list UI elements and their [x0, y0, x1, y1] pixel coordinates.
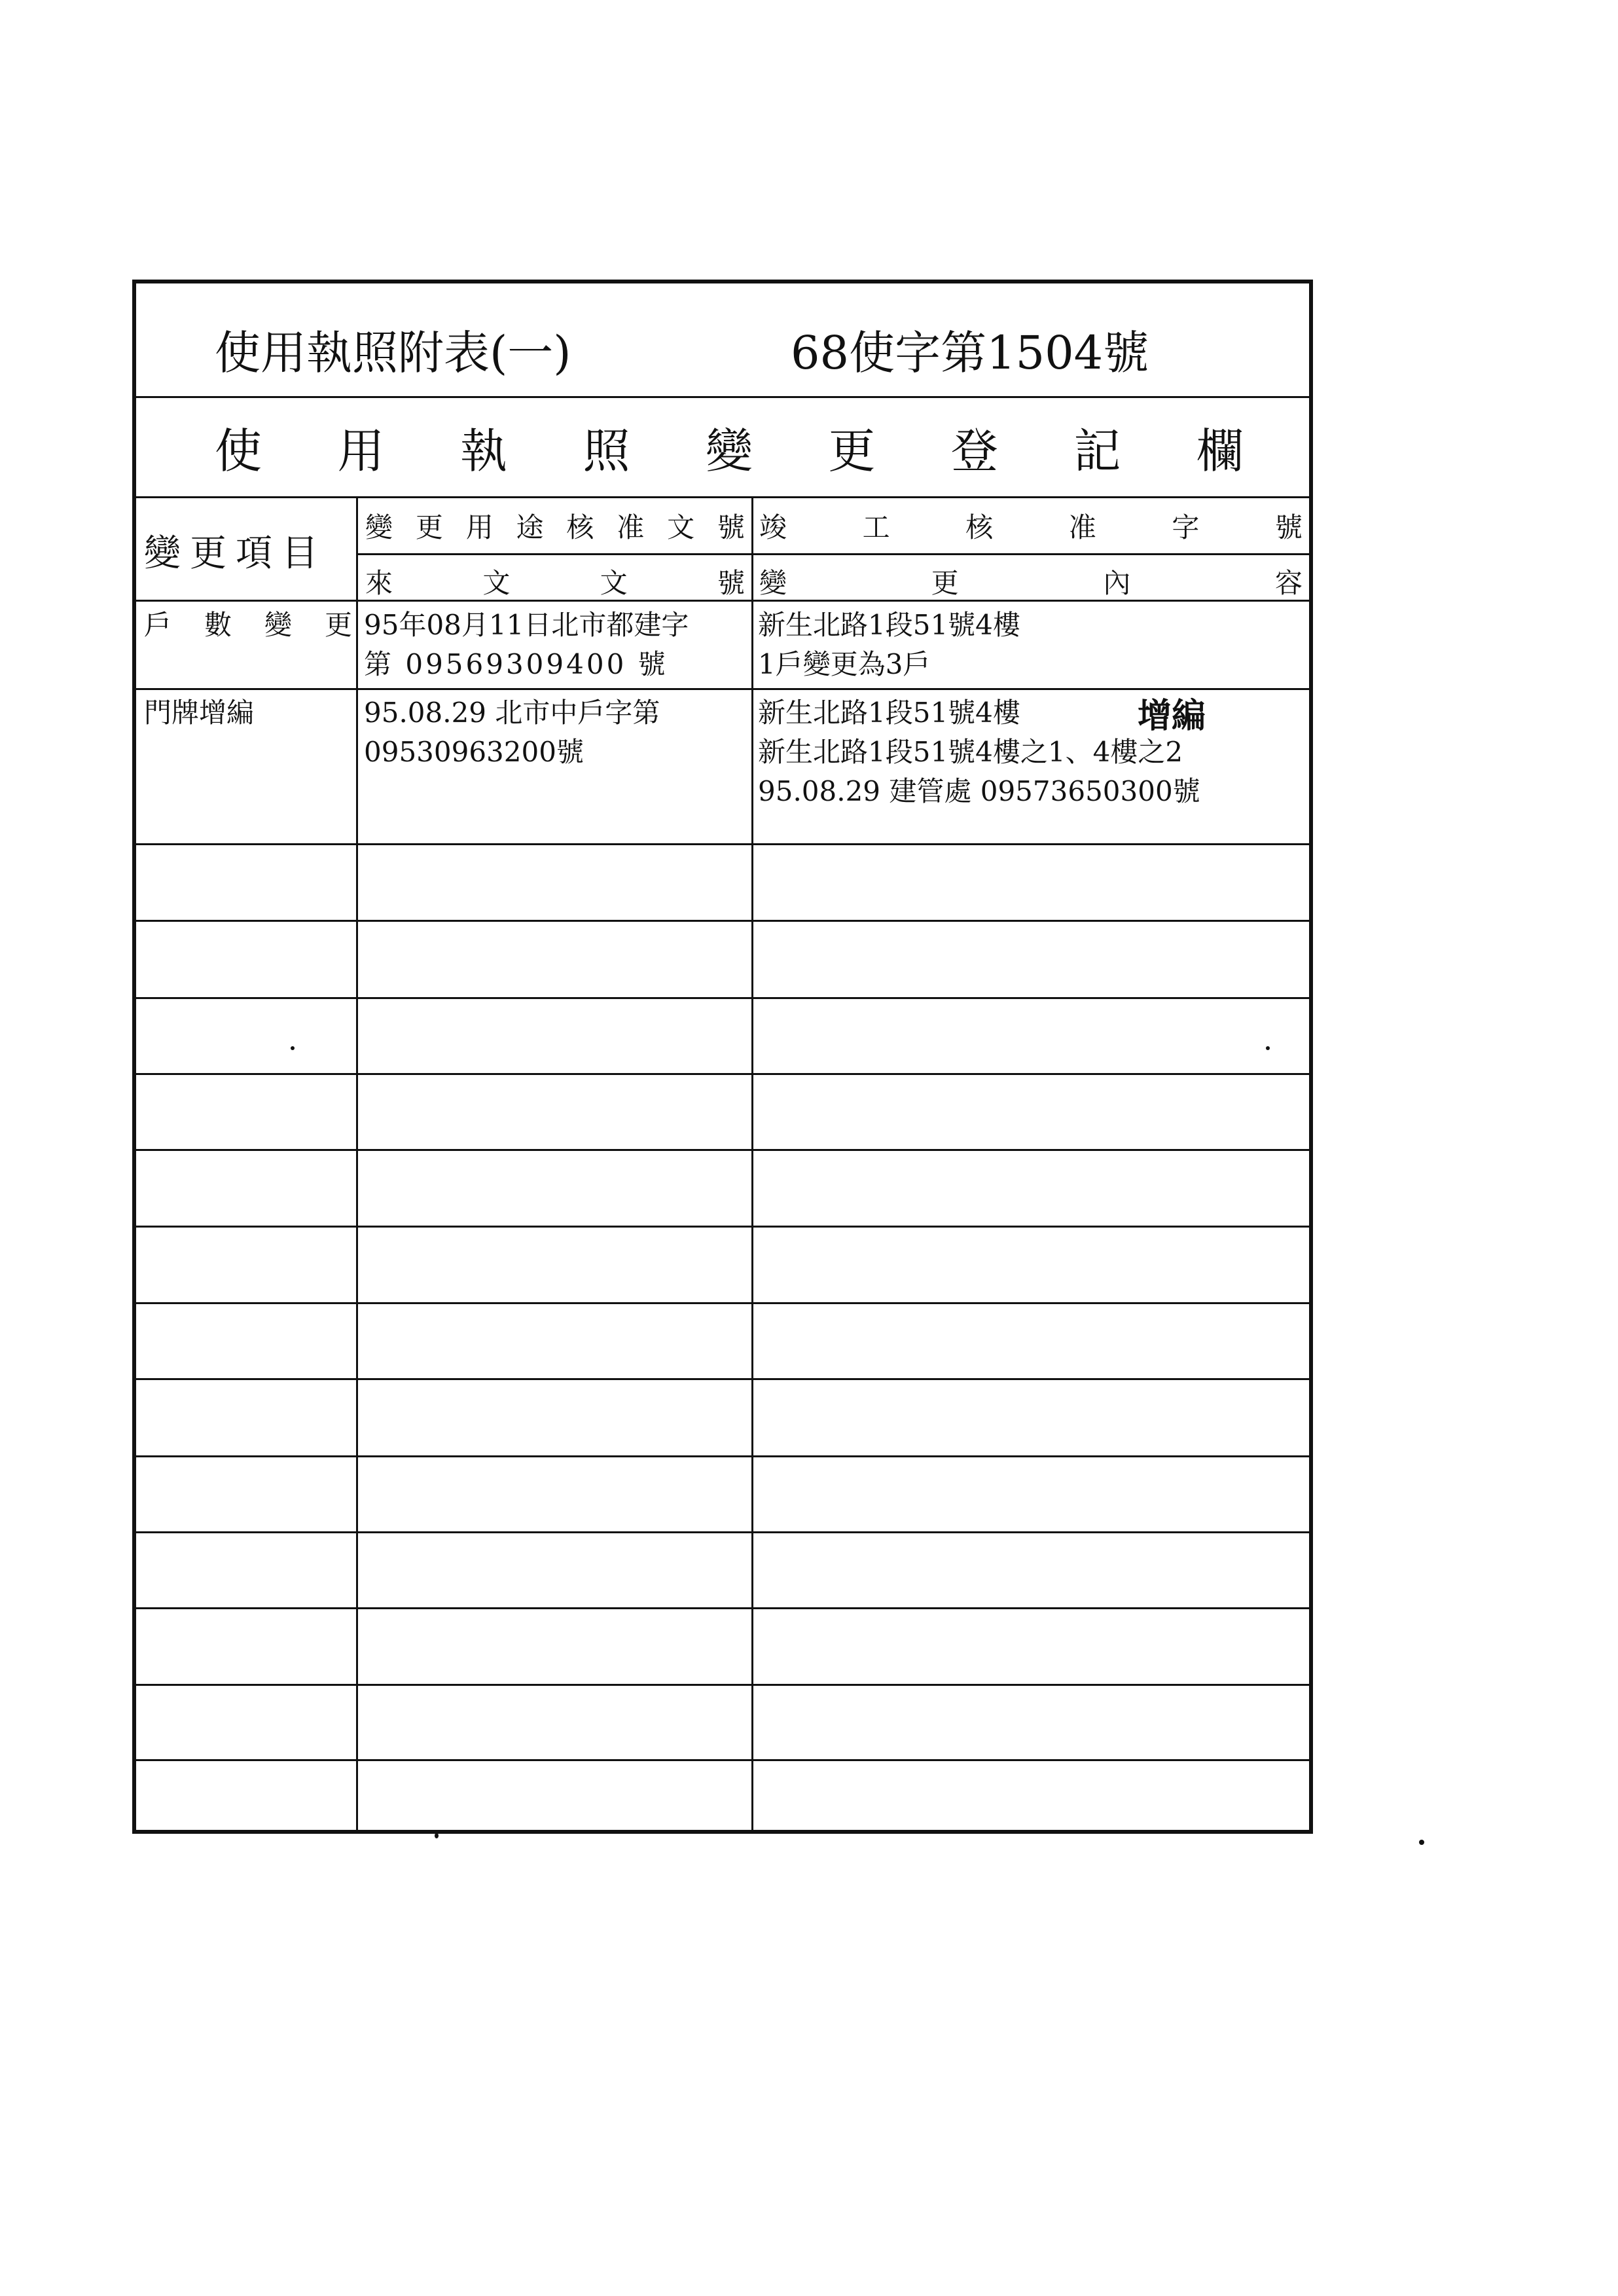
row2-approval-line1: 95.08.29 北市中戶字第 [364, 697, 660, 729]
header-char: 准 [1068, 511, 1096, 543]
column-divider [751, 496, 753, 1830]
header-char: 用 [465, 511, 494, 543]
header-char: 工 [862, 511, 890, 543]
row2-approval-line2: 09530963200號 [364, 736, 584, 768]
section-title-char: 用 [337, 424, 385, 479]
header-char: 號 [1274, 511, 1303, 543]
section-title-char: 照 [583, 424, 630, 479]
row-divider [136, 1302, 1309, 1304]
scan-speck [435, 1833, 439, 1838]
header-char: 文 [600, 567, 628, 599]
row-divider [136, 1073, 1309, 1075]
section-title-char: 欄 [1196, 424, 1244, 479]
section-title-char: 記 [1073, 424, 1121, 479]
row-divider [136, 843, 1309, 845]
header-approval-no [365, 503, 745, 549]
header-char: 竣 [759, 511, 787, 543]
row1-content-line1: 新生北路1段51號4樓 [758, 609, 1020, 641]
row2-item: 門牌增編 [144, 697, 255, 729]
header-char: 變 [759, 567, 787, 599]
header-char: 核 [566, 511, 594, 543]
scan-speck [1419, 1840, 1424, 1845]
scan-speck [1266, 1046, 1270, 1050]
row-divider [136, 1607, 1309, 1609]
divider [136, 396, 1309, 398]
header-char: 途 [516, 511, 544, 543]
header-char: 文 [482, 567, 511, 599]
row-divider [136, 1684, 1309, 1686]
header-change-content [759, 558, 1303, 604]
divider [136, 600, 1309, 602]
section-title-char: 登 [950, 424, 998, 479]
header-char: 文 [667, 511, 695, 543]
row1-approval-line1: 95年08月11日北市都建字 [364, 609, 689, 641]
row2-content-line2: 新生北路1段51號4樓之1、4樓之2 [758, 736, 1183, 768]
row-divider [136, 1226, 1309, 1228]
section-title-char: 執 [459, 424, 507, 479]
header-char: 更 [415, 511, 443, 543]
header-char: 變 [365, 511, 393, 543]
item-char: 戶 [144, 609, 172, 641]
row2-content-line3: 95.08.29 建管處 09573650300號 [758, 775, 1200, 807]
header-char: 內 [1103, 567, 1131, 599]
header-subdivider [358, 553, 1309, 555]
header-char: 容 [1274, 567, 1303, 599]
item-char: 更 [324, 609, 352, 641]
row-divider [136, 1149, 1309, 1151]
divider [136, 688, 1309, 690]
row2-content-line1: 新生北路1段51號4樓 [758, 697, 1020, 729]
row1-item [144, 606, 352, 645]
header-char: 准 [617, 511, 645, 543]
row-divider [136, 1378, 1309, 1380]
header-completion-no [759, 503, 1303, 549]
header-char: 核 [965, 511, 994, 543]
row-divider [136, 1531, 1309, 1533]
section-title-char: 使 [215, 424, 262, 479]
row-divider [136, 920, 1309, 922]
item-char: 數 [204, 609, 232, 641]
header-char: 號 [717, 511, 745, 543]
row-divider [136, 1455, 1309, 1457]
header-char: 字 [1172, 511, 1200, 543]
permit-number: 68使字第1504號 [791, 326, 1149, 380]
form-title: 使用執照附表(一) [215, 326, 571, 380]
permit-attachment-form [132, 280, 1313, 1834]
row-divider [136, 1759, 1309, 1761]
header-char: 號 [717, 567, 745, 599]
item-char: 變 [264, 609, 292, 641]
row1-approval-line2: 第 09569309400 號 [364, 648, 668, 680]
section-title-char: 變 [705, 424, 753, 479]
header-char: 來 [365, 567, 393, 599]
scan-speck [291, 1046, 295, 1050]
divider [136, 496, 1309, 498]
section-title-char: 更 [828, 424, 876, 479]
column-divider [356, 496, 358, 1830]
header-char: 更 [931, 567, 959, 599]
row1-content-line2: 1戶變更為3戶 [758, 648, 931, 680]
row2-added-stamp: 增編 [1138, 697, 1206, 736]
section-title [215, 414, 1244, 480]
row-divider [136, 997, 1309, 999]
header-change-item: 變更項目 [144, 532, 327, 575]
header-incoming-no [365, 558, 745, 604]
